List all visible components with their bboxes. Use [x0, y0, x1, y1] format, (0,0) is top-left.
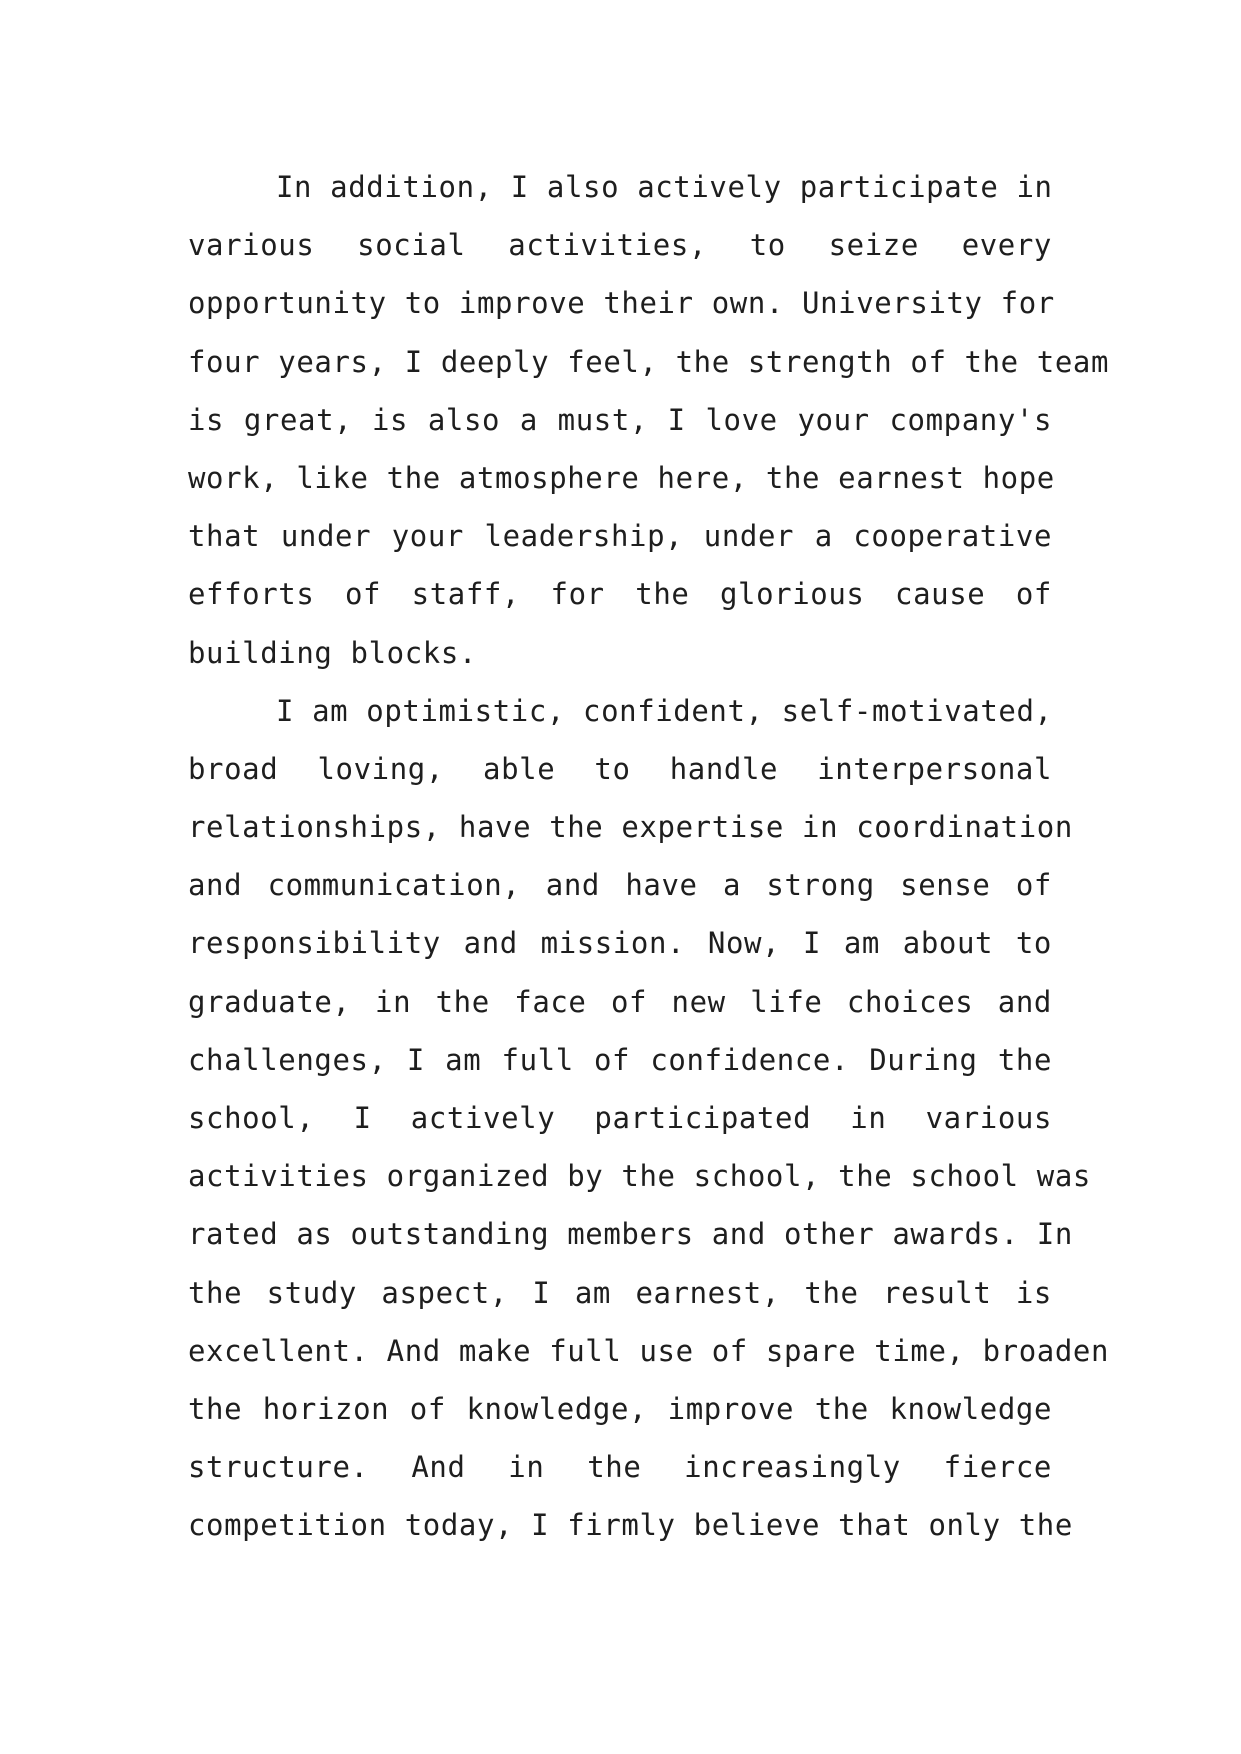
text-line: efforts of staff, for the glorious cause of [188, 577, 1052, 612]
text-line: structure. And in the increasingly fierce [188, 1450, 1052, 1485]
text-line: rated as outstanding members and other awards. In [188, 1217, 1073, 1252]
text-line: the horizon of knowledge, improve the knowledge [188, 1391, 1052, 1426]
paragraph-1 [188, 158, 1110, 682]
text-line: school, I actively participated in various [188, 1101, 1052, 1135]
text-line: various social activities, to seize every [188, 228, 1052, 263]
text-line: is great, is also a must, I love your company's [188, 402, 1052, 437]
text-line: excellent. And make full use of spare time, broaden [188, 1333, 1110, 1368]
text-line: broad loving, able to handle interpersonal [188, 751, 1052, 786]
text-line: work, like the atmosphere here, the earnest hope [188, 460, 1055, 495]
text-line: opportunity to improve their own. University for [188, 286, 1055, 321]
text-line: I am optimistic, confident, self-motivated, [276, 693, 1053, 728]
text-line: the study aspect, I am earnest, the result is [188, 1275, 1052, 1310]
text-line: graduate, in the face of new life choices and [188, 984, 1052, 1019]
text-line: responsibility and mission. Now, I am about to [188, 926, 1052, 961]
text-line: In addition, I also actively participate in [276, 170, 1053, 204]
body-text [188, 158, 1110, 1555]
text-line: building blocks. [188, 635, 477, 670]
text-line: that under your leadership, under a cooperative [188, 519, 1052, 554]
text-line: four years, I deeply feel, the strength of the team [188, 344, 1110, 379]
text-line: challenges, I am full of confidence. During the [188, 1042, 1052, 1077]
text-line: relationships, have the expertise in coordination [188, 810, 1073, 845]
text-line: and communication, and have a strong sense of [188, 868, 1052, 903]
text-line: competition today, I firmly believe that only the [188, 1508, 1073, 1543]
text-line: activities organized by the school, the school was [188, 1159, 1091, 1194]
paragraph-2 [188, 682, 1110, 1555]
